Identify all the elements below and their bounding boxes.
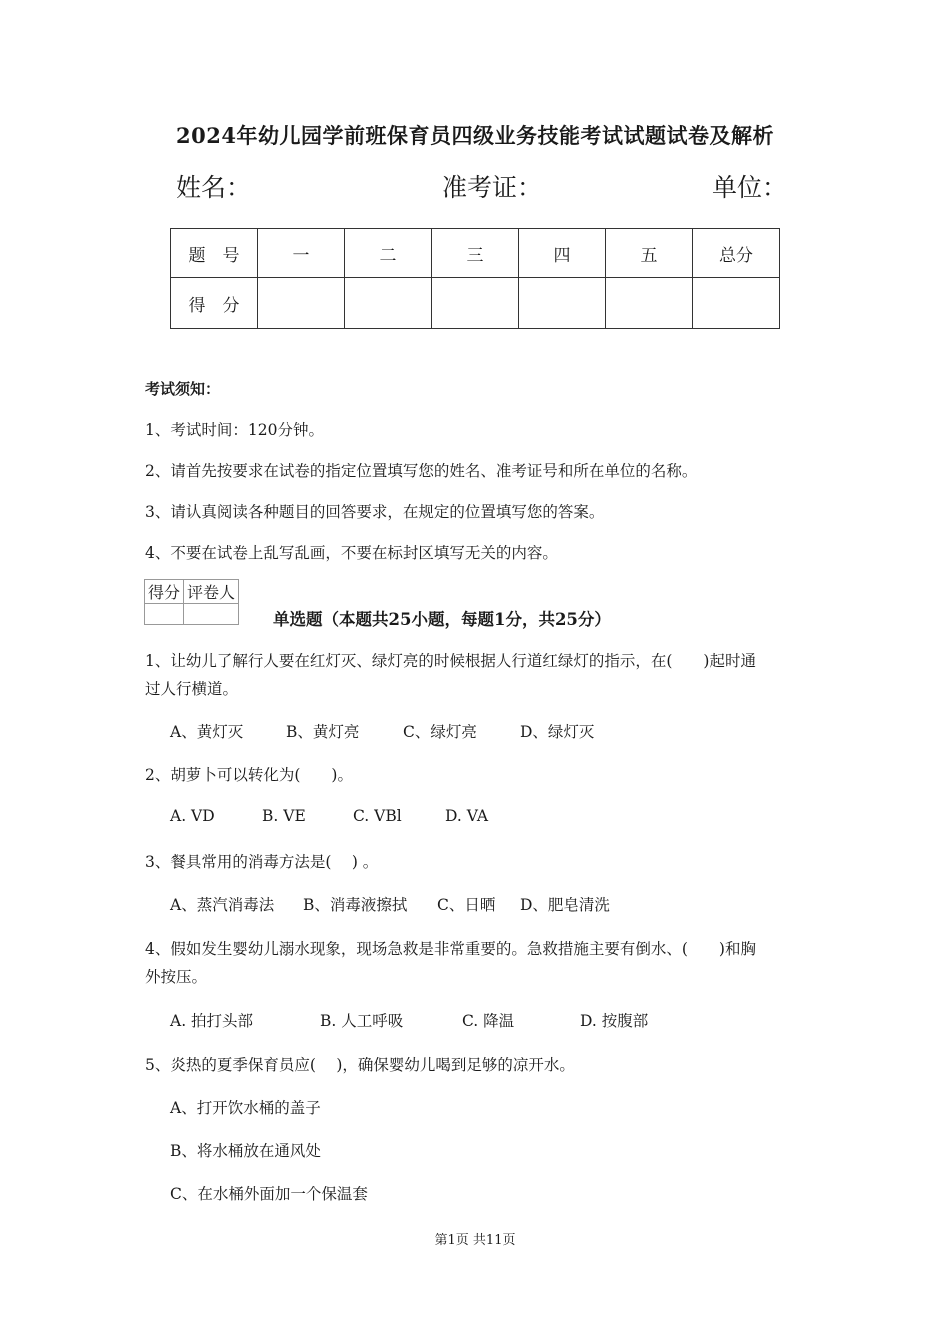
score-header-cell: 二 [345,229,432,278]
score-cell[interactable] [432,278,519,329]
option-c[interactable]: C、在水桶外面加一个保温套 [170,1185,368,1203]
question-text: 5、炎热的夏季保育员应( )，确保婴幼儿喝到足够的凉开水。 [145,1056,575,1074]
option-a[interactable]: A、黄灯灭 [170,723,244,741]
option-d[interactable]: D、肥皂清洗 [520,896,610,914]
score-header-cell: 一 [258,229,345,278]
option-a[interactable]: A、蒸汽消毒法 [170,896,275,914]
unit-field-label: 单位： [712,173,788,202]
grader-score-label: 得分 [145,580,184,604]
option-c[interactable]: C. VBl [353,807,402,825]
score-table-score-row [171,278,780,329]
notice-item: 4、不要在试卷上乱写乱画，不要在标封区填写无关的内容。 [145,544,558,562]
question-text-cont: 外按压。 [145,968,208,986]
option-a[interactable]: A、打开饮水桶的盖子 [170,1099,321,1117]
score-cell[interactable] [345,278,432,329]
score-cell[interactable] [606,278,693,329]
exam-title: 2024年幼儿园学前班保育员四级业务技能考试试题试卷及解析 [176,123,774,148]
option-b[interactable]: B、黄灯亮 [286,723,360,741]
question-text: 1、让幼儿了解行人要在红灯灭、绿灯亮的时候根据人行道红绿灯的指示，在( )起时通 [145,652,756,670]
option-d[interactable]: D. 按腹部 [580,1012,649,1030]
option-d[interactable]: D. VA [445,807,489,825]
score-table [170,228,780,329]
question-text: 2、胡萝卜可以转化为( )。 [145,766,353,784]
score-header-cell: 总分 [693,229,780,278]
option-b[interactable]: B. 人工呼吸 [320,1012,404,1030]
grader-name-cell[interactable] [184,604,239,625]
option-b[interactable]: B、消毒液擦拭 [303,896,408,914]
score-row-label: 得 分 [171,278,258,329]
question-text: 3、餐具常用的消毒方法是( ) 。 [145,853,379,871]
notice-item: 3、请认真阅读各种题目的回答要求，在规定的位置填写您的答案。 [145,503,605,521]
option-c[interactable]: C、日晒 [437,896,496,914]
question-text: 4、假如发生婴幼儿溺水现象，现场急救是非常重要的。急救措施主要有倒水、( )和胸 [145,940,756,958]
option-b[interactable]: B、将水桶放在通风处 [170,1142,321,1160]
score-header-cell: 五 [606,229,693,278]
score-header-cell: 三 [432,229,519,278]
name-field-label: 姓名： [176,173,252,202]
score-cell[interactable] [519,278,606,329]
score-header-cell: 题 号 [171,229,258,278]
option-d[interactable]: D、绿灯灭 [520,723,595,741]
grader-box [144,579,239,625]
notice-item: 2、请首先按要求在试卷的指定位置填写您的姓名、准考证号和所在单位的名称。 [145,462,698,480]
option-a[interactable]: A. VD [170,807,215,825]
option-c[interactable]: C、绿灯亮 [403,723,477,741]
exam-id-field-label: 准考证： [442,173,543,202]
score-header-cell: 四 [519,229,606,278]
notice-heading: 考试须知： [145,380,221,398]
score-cell[interactable] [258,278,345,329]
grader-name-label: 评卷人 [184,580,239,604]
page-footer: 第1页 共11页 [434,1233,516,1248]
section-title: 单选题（本题共25小题，每题1分，共25分） [273,610,611,629]
score-table-header-row [171,229,780,278]
score-cell[interactable] [693,278,780,329]
question-text-cont: 过人行横道。 [145,680,239,698]
notice-item: 1、考试时间：120分钟。 [145,421,324,439]
option-a[interactable]: A. 拍打头部 [170,1012,254,1030]
grader-score-cell[interactable] [145,604,184,625]
option-b[interactable]: B. VE [262,807,306,825]
option-c[interactable]: C. 降温 [462,1012,515,1030]
